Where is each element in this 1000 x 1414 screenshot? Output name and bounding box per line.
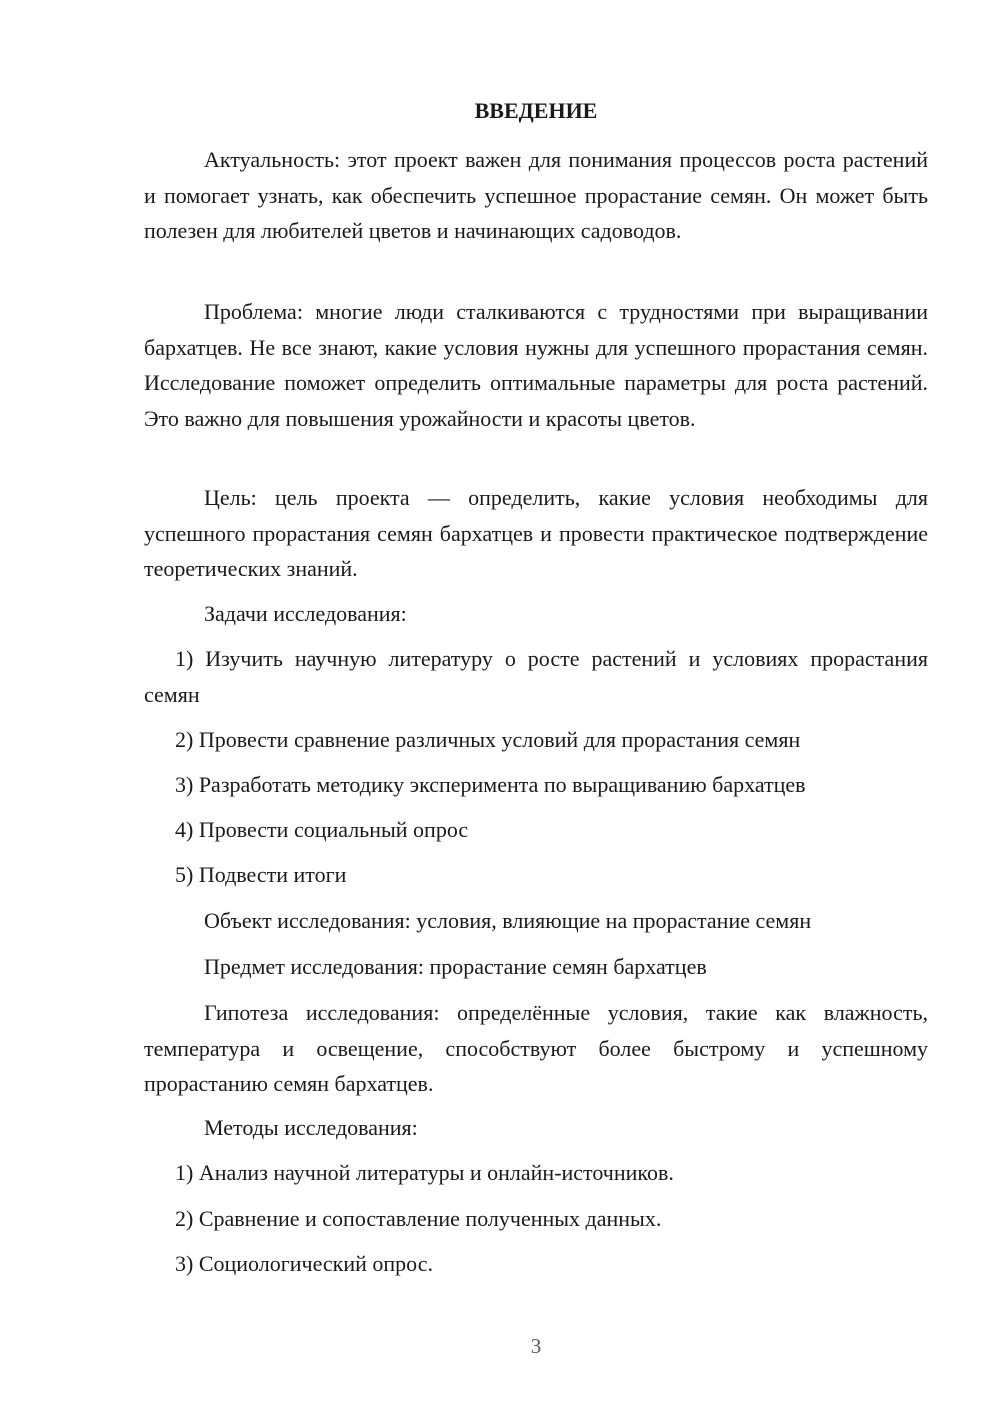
task-item-3: 3) Разработать методику эксперимента по выращиванию бархатцев — [175, 772, 806, 797]
paragraph-relevance: Актуальность: этот проект важен для понимания процессов роста растений и помогает узнать, как обеспечить успешное прорастание семян. Он может быть полезен для любителей цветов и начинающих садоводов. — [144, 147, 928, 243]
paragraph-hypothesis: Гипотеза исследования: определённые условия, такие как влажность, температура и освещение, способствуют более быстрому и успешному прорастанию семян бархатцев. — [144, 1000, 928, 1096]
paragraph-object: Объект исследования: условия, влияющие на прорастание семян — [204, 908, 812, 933]
page-number: 3 — [530, 1334, 542, 1358]
task-item-5: 5) Подвести итоги — [175, 862, 347, 887]
task-item-2: 2) Провести сравнение различных условий для прорастания семян — [175, 727, 801, 752]
task-item-4: 4) Провести социальный опрос — [175, 817, 469, 842]
method-item-2: 2) Сравнение и сопоставление полученных данных. — [175, 1206, 662, 1231]
methods-title: Методы исследования: — [204, 1115, 418, 1140]
method-item-3: 3) Социологический опрос. — [175, 1251, 433, 1276]
tasks-title: Задачи исследования: — [204, 601, 407, 626]
paragraph-goal: Цель: цель проекта — определить, какие условия необходимы для успешного прорастания семян бархатцев и провести практическое подтверждение теоретических знаний. — [144, 485, 928, 581]
task-item-1: 1) Изучить научную литературу о росте растений и условиях прорастания семян — [144, 646, 928, 707]
section-heading: ВВЕДЕНИЕ — [474, 98, 598, 123]
paragraph-problem: Проблема: многие люди сталкиваются с трудностями при выращивании бархатцев. Не все знают, какие условия нужны для успешного прорастания семян. Исследование поможет определить оптимальные параметры для роста растений. Это важно для повышения урожайности и красоты цветов. — [144, 299, 928, 431]
paragraph-subject: Предмет исследования: прорастание семян бархатцев — [204, 954, 707, 979]
method-item-1: 1) Анализ научной литературы и онлайн-источников. — [175, 1160, 674, 1185]
